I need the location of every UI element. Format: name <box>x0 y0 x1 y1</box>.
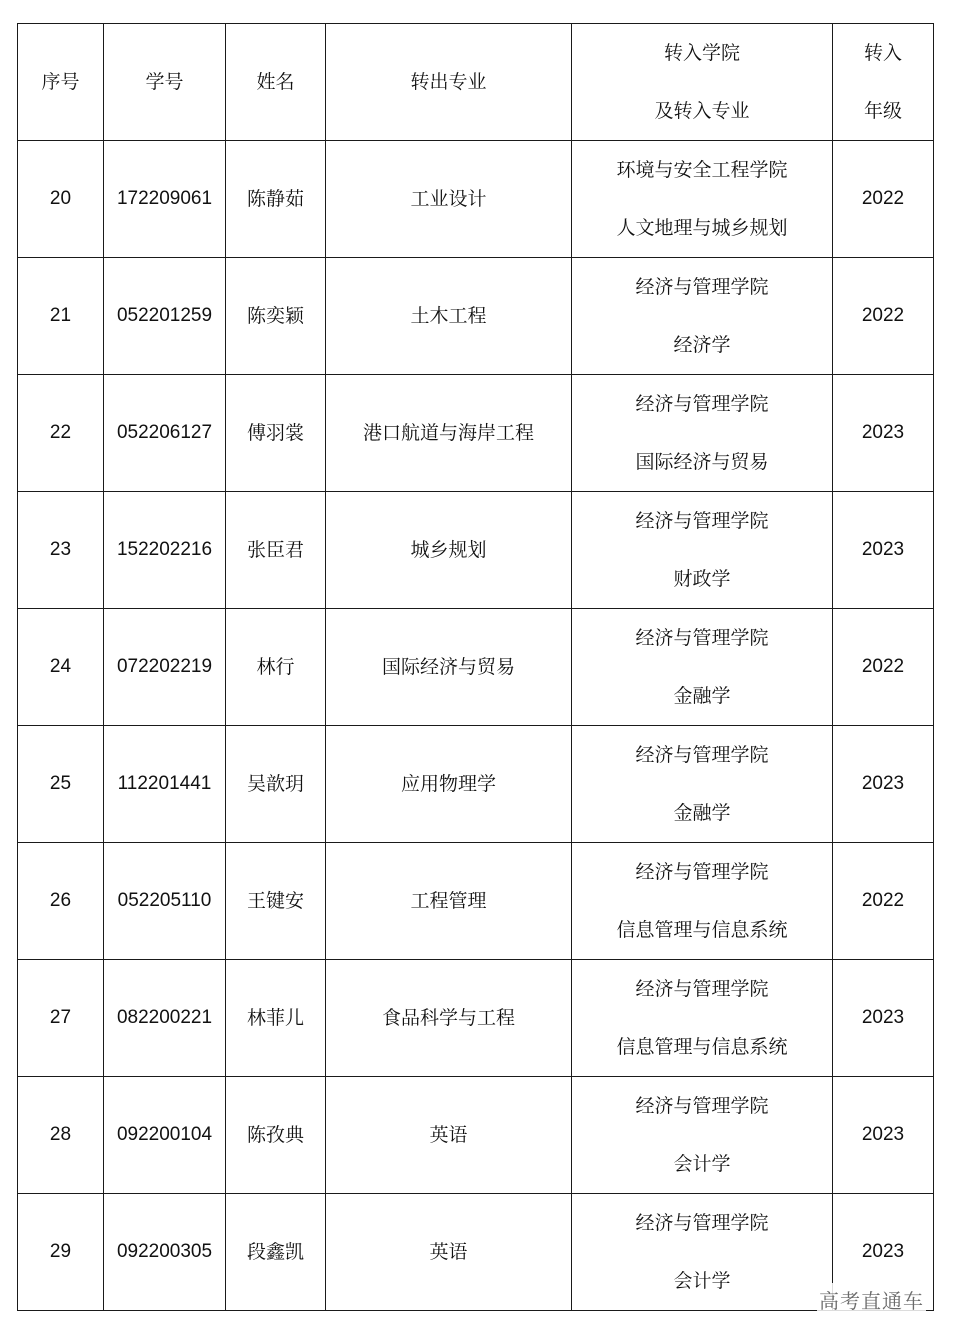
table-row <box>18 843 934 960</box>
header-to-college <box>572 24 833 141</box>
to-college: 经济与管理学院 <box>635 1212 769 1234</box>
to-college: 经济与管理学院 <box>635 510 769 532</box>
table-row <box>18 375 934 492</box>
cell-grade: 2022 <box>833 843 934 960</box>
to-college: 经济与管理学院 <box>635 627 769 649</box>
cell-to-college-major <box>572 726 833 843</box>
cell-to-college-major <box>572 375 833 492</box>
table-row <box>18 258 934 375</box>
cell-name: 王键安 <box>226 843 326 960</box>
cell-from-major: 国际经济与贸易 <box>326 609 572 726</box>
cell-to-college-major <box>572 960 833 1077</box>
cell-student-id: 072202219 <box>104 609 226 726</box>
to-major: 人文地理与城乡规划 <box>616 217 788 239</box>
to-college: 经济与管理学院 <box>635 393 769 415</box>
header-student-id: 学号 <box>104 24 226 141</box>
cell-seq: 20 <box>18 141 104 258</box>
cell-from-major: 应用物理学 <box>326 726 572 843</box>
header-to-college-line2: 及转入专业 <box>654 100 750 122</box>
cell-grade: 2022 <box>833 258 934 375</box>
to-college: 经济与管理学院 <box>635 978 769 1000</box>
cell-from-major: 城乡规划 <box>326 492 572 609</box>
to-college: 经济与管理学院 <box>635 276 769 298</box>
cell-from-major: 食品科学与工程 <box>326 960 572 1077</box>
to-major: 金融学 <box>673 685 731 707</box>
cell-from-major: 工业设计 <box>326 141 572 258</box>
header-from-major: 转出专业 <box>326 24 572 141</box>
header-name: 姓名 <box>226 24 326 141</box>
cell-student-id: 092200305 <box>104 1194 226 1311</box>
cell-student-id: 052201259 <box>104 258 226 375</box>
to-major: 信息管理与信息系统 <box>616 919 788 941</box>
table-row <box>18 141 934 258</box>
cell-from-major: 工程管理 <box>326 843 572 960</box>
table-row <box>18 609 934 726</box>
to-college: 经济与管理学院 <box>635 1095 769 1117</box>
to-major: 经济学 <box>673 334 731 356</box>
to-college: 经济与管理学院 <box>635 861 769 883</box>
cell-grade: 2023 <box>833 1077 934 1194</box>
watermark: 高考直通车 <box>817 1283 926 1316</box>
header-grade <box>833 24 934 141</box>
cell-name: 陈孜典 <box>226 1077 326 1194</box>
cell-name: 吴歆玥 <box>226 726 326 843</box>
roster-body <box>18 141 934 1311</box>
cell-seq: 21 <box>18 258 104 375</box>
cell-grade: 2023 <box>833 1194 934 1311</box>
cell-seq: 28 <box>18 1077 104 1194</box>
cell-name: 陈静茹 <box>226 141 326 258</box>
cell-name: 段鑫凯 <box>226 1194 326 1311</box>
cell-to-college-major <box>572 492 833 609</box>
cell-seq: 27 <box>18 960 104 1077</box>
table-row <box>18 960 934 1077</box>
cell-from-major: 港口航道与海岸工程 <box>326 375 572 492</box>
to-major: 会计学 <box>673 1153 731 1175</box>
header-to-college-line1: 转入学院 <box>663 42 740 64</box>
to-major: 金融学 <box>673 802 731 824</box>
to-college: 经济与管理学院 <box>635 744 769 766</box>
to-major: 国际经济与贸易 <box>635 451 769 473</box>
cell-student-id: 052206127 <box>104 375 226 492</box>
header-grade-line2: 年级 <box>863 100 902 122</box>
cell-seq: 25 <box>18 726 104 843</box>
cell-to-college-major <box>572 141 833 258</box>
cell-to-college-major <box>572 1077 833 1194</box>
table-row <box>18 1077 934 1194</box>
cell-grade: 2023 <box>833 375 934 492</box>
to-major: 财政学 <box>673 568 731 590</box>
cell-grade: 2023 <box>833 726 934 843</box>
cell-student-id: 082200221 <box>104 960 226 1077</box>
cell-student-id: 172209061 <box>104 141 226 258</box>
cell-student-id: 092200104 <box>104 1077 226 1194</box>
cell-to-college-major <box>572 609 833 726</box>
header-row <box>18 24 934 141</box>
cell-seq: 22 <box>18 375 104 492</box>
cell-name: 陈奕颖 <box>226 258 326 375</box>
cell-from-major: 土木工程 <box>326 258 572 375</box>
table-row <box>18 492 934 609</box>
to-college: 环境与安全工程学院 <box>616 159 788 181</box>
cell-grade: 2023 <box>833 492 934 609</box>
cell-name: 林行 <box>226 609 326 726</box>
cell-to-college-major <box>572 258 833 375</box>
cell-seq: 24 <box>18 609 104 726</box>
cell-to-college-major <box>572 843 833 960</box>
cell-to-college-major <box>572 1194 833 1311</box>
to-major: 会计学 <box>673 1270 731 1292</box>
cell-student-id: 112201441 <box>104 726 226 843</box>
cell-grade: 2023 <box>833 960 934 1077</box>
cell-student-id: 052205110 <box>104 843 226 960</box>
cell-name: 傅羽裳 <box>226 375 326 492</box>
table-row <box>18 726 934 843</box>
cell-seq: 26 <box>18 843 104 960</box>
header-seq: 序号 <box>18 24 104 141</box>
cell-student-id: 152202216 <box>104 492 226 609</box>
table-row <box>18 1194 934 1311</box>
cell-from-major: 英语 <box>326 1077 572 1194</box>
cell-grade: 2022 <box>833 141 934 258</box>
cell-seq: 23 <box>18 492 104 609</box>
to-major: 信息管理与信息系统 <box>616 1036 788 1058</box>
cell-seq: 29 <box>18 1194 104 1311</box>
cell-from-major: 英语 <box>326 1194 572 1311</box>
cell-grade: 2022 <box>833 609 934 726</box>
cell-name: 林菲儿 <box>226 960 326 1077</box>
transfer-roster-table <box>17 23 934 1311</box>
header-grade-line1: 转入 <box>863 42 902 64</box>
cell-name: 张臣君 <box>226 492 326 609</box>
